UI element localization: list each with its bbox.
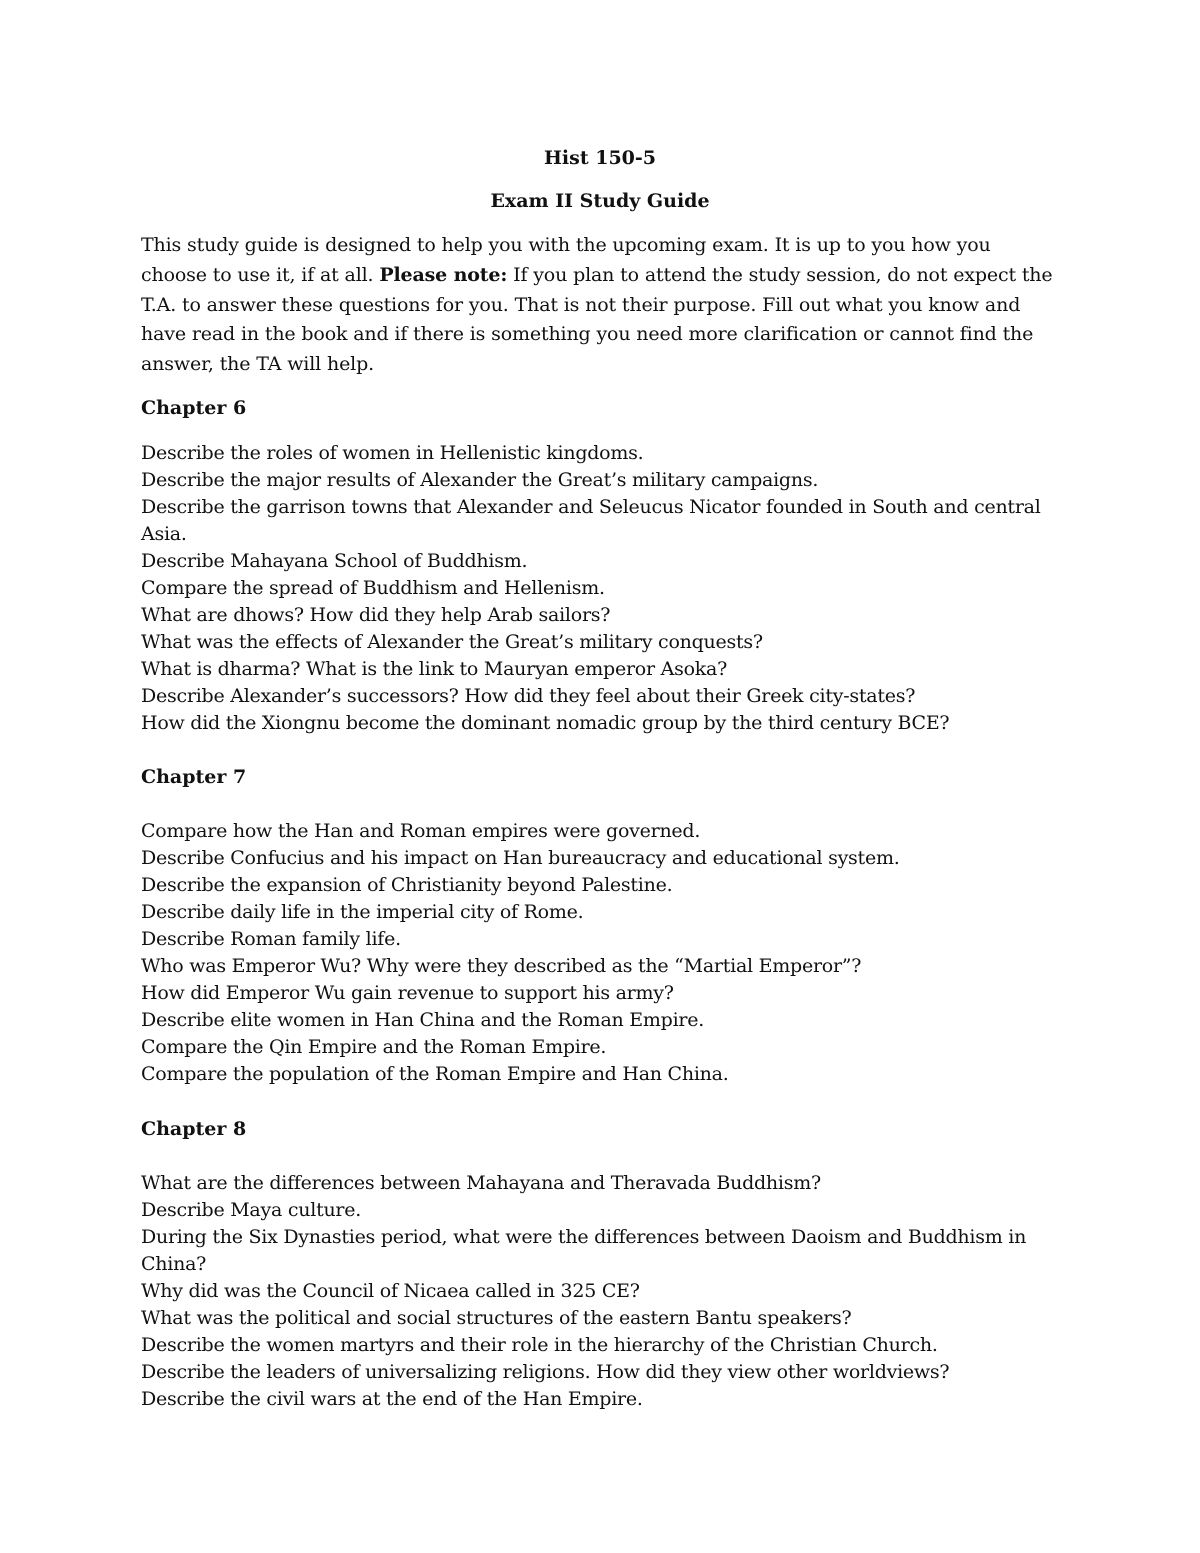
intro-text-part2: If you plan to attend the study session, do not expect the T.A. to answer these questions for you. That is not their purpose. Fill out what you know and have read in the book and if there is something you need more clarification or cannot find the answer, the TA will help. [141,263,1053,376]
question-item: Describe Alexander’s successors? How did they feel about their Greek city-states? [141,685,916,707]
note-label: Please note: [379,263,508,286]
question-item: What are the differences between Mahayana and Theravada Buddhism? [141,1172,821,1194]
question-item: Compare the population of the Roman Empire and Han China. [141,1063,729,1085]
intro-paragraph [141,231,1061,380]
chapter-6-heading: Chapter 6 [141,397,247,419]
question-item: Compare the Qin Empire and the Roman Empire. [141,1036,607,1058]
question-item: Compare how the Han and Roman empires were governed. [141,820,701,842]
question-item: Describe Roman family life. [141,928,401,950]
question-item: Who was Emperor Wu? Why were they described as the “Martial Emperor”? [141,955,862,977]
question-item: Why did was the Council of Nicaea called in 325 CE? [141,1280,640,1302]
question-item: Describe Mahayana School of Buddhism. [141,550,528,572]
document-title: Exam II Study Guide [490,190,710,212]
question-item: What was the political and social structures of the eastern Bantu speakers? [141,1307,852,1329]
chapter-8-heading: Chapter 8 [141,1118,247,1140]
intro-text-part1: This study guide is designed to help you with the upcoming exam. It is up to you how you choose to use it, if at all. [141,234,991,286]
question-item: Describe elite women in Han China and the Roman Empire. [141,1009,705,1031]
chapter-7-heading: Chapter 7 [141,766,247,788]
question-item: How did the Xiongnu become the dominant nomadic group by the third century BCE? [141,712,950,734]
chapter-7-questions [141,818,1061,1088]
question-item: Describe the expansion of Christianity beyond Palestine. [141,874,673,896]
question-item: Compare the spread of Buddhism and Hellenism. [141,577,605,599]
course-title: Hist 150-5 [543,147,657,169]
chapter-6-questions [141,440,1061,737]
question-item: Describe Maya culture. [141,1199,362,1221]
question-item: What are dhows? How did they help Arab sailors? [141,604,611,626]
chapter-8-questions [141,1170,1061,1413]
question-item: Describe the garrison towns that Alexander and Seleucus Nicator founded in South and central Asia. [141,496,1041,545]
question-item: What is dharma? What is the link to Mauryan emperor Asoka? [141,658,728,680]
question-item: Describe the civil wars at the end of the Han Empire. [141,1388,643,1410]
question-item: What was the effects of Alexander the Great’s military conquests? [141,631,763,653]
question-item: During the Six Dynasties period, what were the differences between Daoism and Buddhism in China? [141,1226,1027,1275]
question-item: Describe the major results of Alexander the Great’s military campaigns. [141,469,819,491]
question-item: Describe the leaders of universalizing religions. How did they view other worldviews? [141,1361,950,1383]
question-item: Describe the women martyrs and their role in the hierarchy of the Christian Church. [141,1334,938,1356]
question-item: How did Emperor Wu gain revenue to support his army? [141,982,674,1004]
question-item: Describe daily life in the imperial city of Rome. [141,901,584,923]
question-item: Describe Confucius and his impact on Han bureaucracy and educational system. [141,847,900,869]
question-item: Describe the roles of women in Hellenistic kingdoms. [141,442,644,464]
